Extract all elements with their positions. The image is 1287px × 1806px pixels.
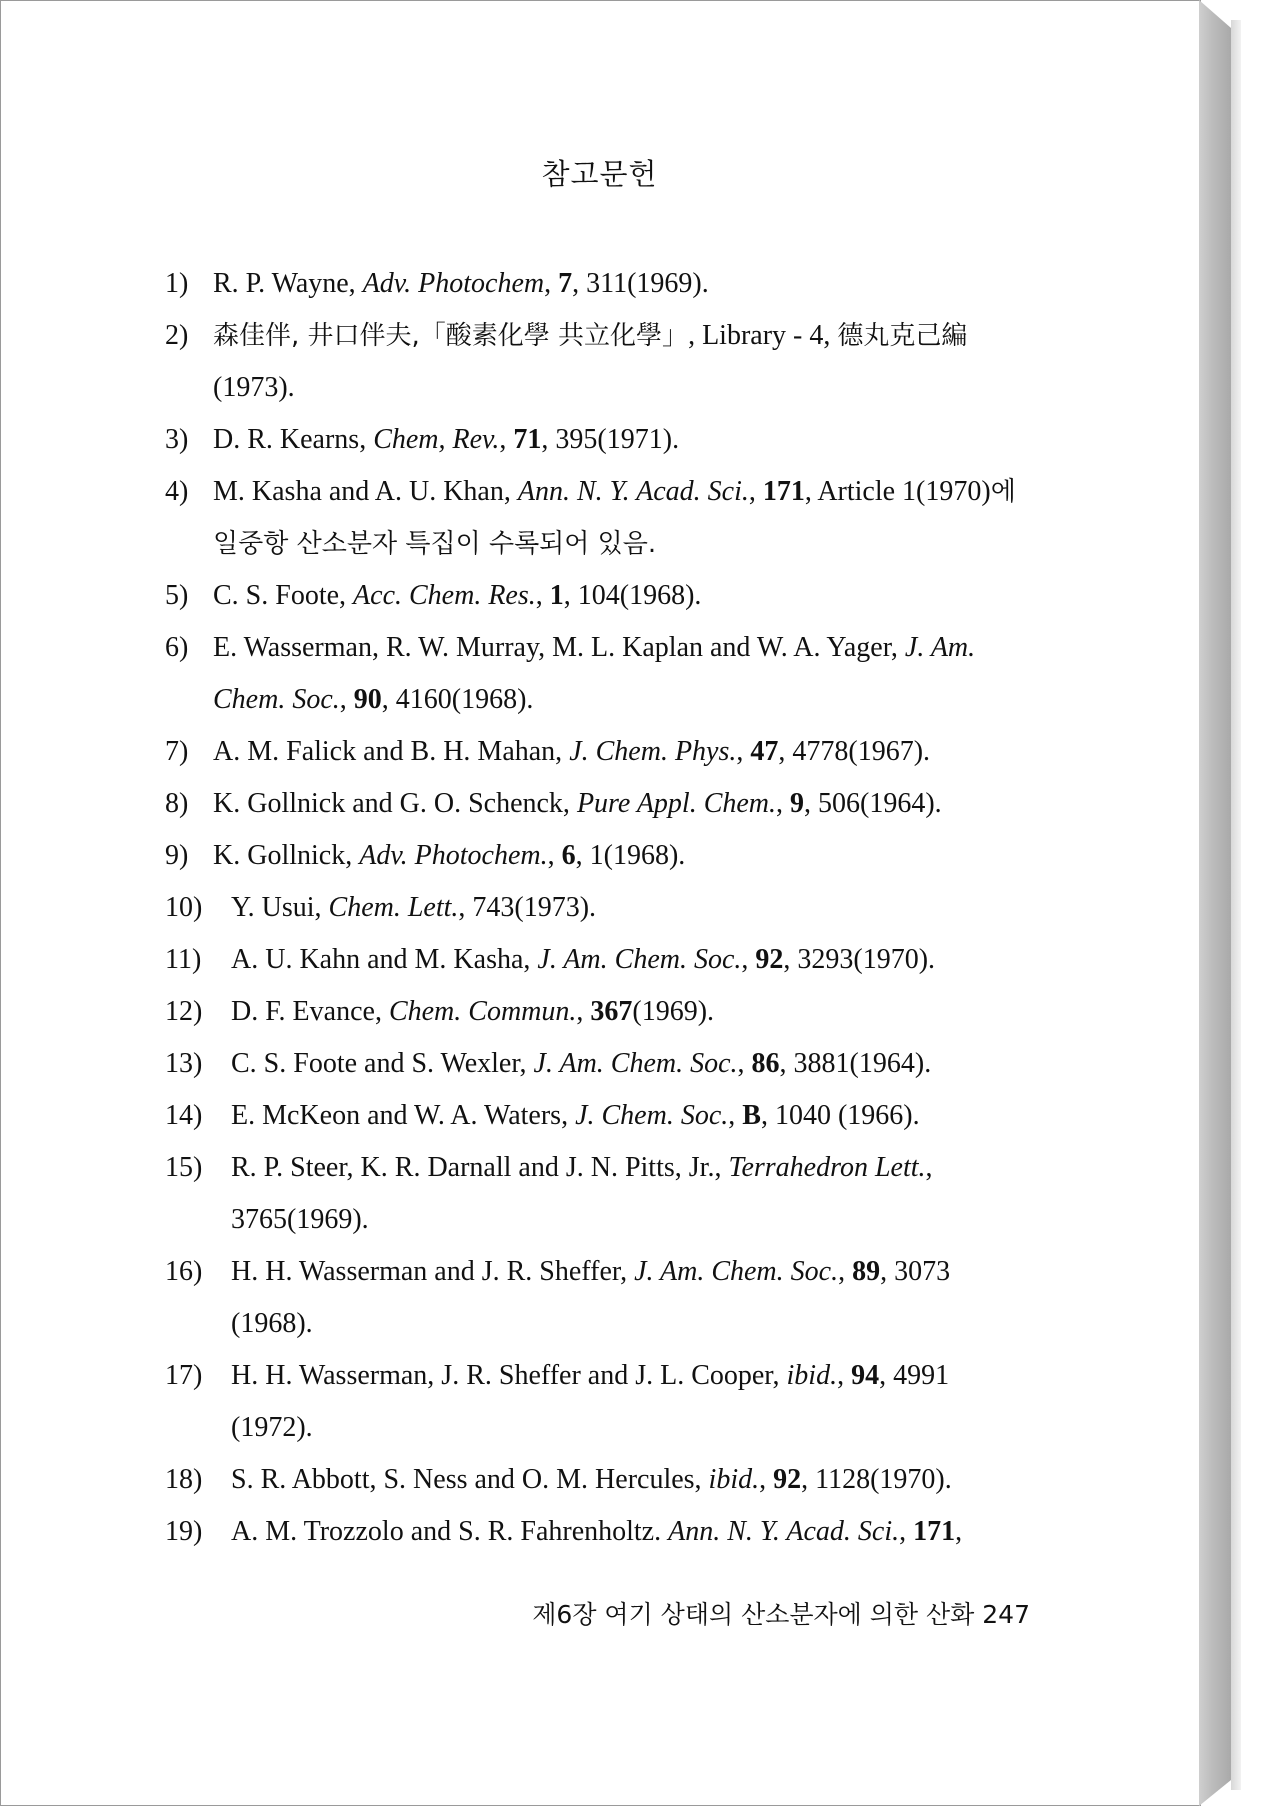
reference-segment: , (535, 580, 550, 611)
page-footer: 제6장 여기 상태의 산소분자에 의한 산화 247 (532, 1600, 1030, 1629)
journal-name: J. Am. Chem. Soc. (533, 1048, 738, 1079)
reference-number: 10) (165, 892, 203, 923)
reference-segment: (1969). (632, 996, 715, 1027)
reference-number: 6) (165, 632, 189, 663)
reference-segment: E. Wasserman, R. W. Murray, M. L. Kaplan and W. A. Yager, (213, 632, 905, 663)
reference-item (165, 1038, 1035, 1090)
journal-name: ibid. (708, 1464, 760, 1495)
volume-number: 367 (590, 996, 633, 1027)
reference-text (213, 778, 1035, 830)
reference-item (165, 986, 1035, 1038)
reference-item (165, 466, 1035, 570)
reference-segment: , (737, 1048, 752, 1079)
journal-name: J. Am. Chem. Soc. (634, 1256, 839, 1287)
reference-segment: , 3073 (1968). (231, 1256, 951, 1339)
reference-segment: , 1040 (1966). (760, 1100, 920, 1131)
volume-number: 9 (790, 788, 805, 819)
journal-name: Acc. Chem. Res. (353, 580, 536, 611)
reference-item (165, 622, 1035, 726)
volume-number: 94 (851, 1360, 880, 1391)
reference-segment: C. S. Foote and S. Wexler, (231, 1048, 534, 1079)
page-title: 참고문헌 (541, 157, 658, 191)
reference-text (231, 882, 1035, 934)
reference-segment: R. P. Steer, K. R. Darnall and J. N. Pitts, Jr., (231, 1152, 729, 1183)
journal-name: J. Chem. Soc. (575, 1100, 729, 1131)
volume-number: 47 (750, 736, 779, 767)
reference-segment: , 3293(1970). (783, 944, 936, 975)
reference-number: 8) (165, 788, 189, 819)
volume-number: 7 (558, 268, 573, 299)
journal-name: J. Am. Chem. Soc. (213, 632, 976, 715)
reference-text (213, 466, 1035, 570)
reference-text (231, 1506, 1035, 1558)
reference-number: 4) (165, 476, 189, 507)
volume-number: 90 (353, 684, 382, 715)
reference-item (165, 1454, 1035, 1506)
reference-segment: H. H. Wasserman, J. R. Sheffer and J. L. Cooper, (231, 1360, 787, 1391)
reference-number: 9) (165, 840, 189, 871)
page-shadow (1231, 20, 1241, 1790)
reference-segment: , (499, 424, 514, 455)
journal-name: Ann. N. Y. Acad. Sci. (668, 1516, 900, 1547)
journal-name: Adv. Photochem. (359, 840, 548, 871)
reference-item (165, 1506, 1035, 1558)
volume-number: 1 (549, 580, 564, 611)
reference-segment: , 743(1973). (458, 892, 597, 923)
reference-segment: , (339, 684, 354, 715)
reference-segment: , 104(1968). (563, 580, 702, 611)
reference-segment: S. R. Abbott, S. Ness and O. M. Hercules, (231, 1464, 709, 1495)
volume-number: 171 (762, 476, 805, 507)
reference-segment: C. S. Foote, (213, 580, 354, 611)
reference-number: 14) (165, 1100, 203, 1131)
reference-number: 5) (165, 580, 189, 611)
reference-item (165, 934, 1035, 986)
reference-segment: 森佳伴, 井口伴夫,「酸素化學 共立化學」 (213, 321, 689, 351)
journal-name: Chem. Lett. (328, 892, 459, 923)
reference-number: 7) (165, 736, 189, 767)
volume-number: 171 (913, 1516, 956, 1547)
reference-segment: A. M. Falick and B. H. Mahan, (213, 736, 570, 767)
reference-item (165, 778, 1035, 830)
reference-segment: , (736, 736, 751, 767)
journal-name: Terrahedron Lett. (728, 1152, 926, 1183)
reference-segment: Y. Usui, (231, 892, 329, 923)
reference-segment: H. H. Wasserman and J. R. Sheffer, (231, 1256, 635, 1287)
reference-segment: 에 일중항 산소분자 특집이 수록되어 있음. (213, 477, 1016, 559)
volume-number: B (742, 1100, 761, 1131)
volume-number: 6 (561, 840, 576, 871)
reference-item (165, 1350, 1035, 1454)
reference-segment: , (728, 1100, 743, 1131)
reference-text (213, 570, 1035, 622)
reference-segment: , 3765(1969). (231, 1152, 933, 1235)
reference-segment: D. F. Evance, (231, 996, 389, 1027)
reference-segment: , 506(1964). (804, 788, 942, 819)
volume-number: 89 (852, 1256, 881, 1287)
reference-item (165, 1090, 1035, 1142)
reference-segment: E. McKeon and W. A. Waters, (231, 1100, 576, 1131)
reference-text (231, 1350, 1035, 1454)
reference-text (213, 258, 1035, 310)
reference-segment: , 3881(1964). (779, 1048, 932, 1079)
reference-text (231, 1246, 1035, 1350)
reference-text (231, 934, 1035, 986)
reference-number: 12) (165, 996, 203, 1027)
volume-number: 92 (755, 944, 784, 975)
reference-number: 19) (165, 1516, 203, 1547)
reference-item (165, 1142, 1035, 1246)
reference-text (213, 310, 1035, 414)
reference-number: 3) (165, 424, 189, 455)
volume-number: 71 (513, 424, 542, 455)
reference-segment: , (899, 1516, 914, 1547)
reference-item (165, 258, 1035, 310)
reference-segment: K. Gollnick and G. O. Schenck, (213, 788, 577, 819)
reference-text (213, 830, 1035, 882)
reference-number: 11) (165, 944, 202, 975)
reference-segment: , (955, 1516, 963, 1547)
reference-text (213, 414, 1035, 466)
reference-number: 16) (165, 1256, 203, 1287)
reference-segment: , 1(1968). (575, 840, 686, 871)
reference-segment: A. M. Trozzolo and S. R. Fahrenholtz. (231, 1516, 669, 1547)
reference-item (165, 310, 1035, 414)
reference-text (213, 622, 1035, 726)
reference-segment: A. U. Kahn and M. Kasha, (231, 944, 538, 975)
reference-number: 17) (165, 1360, 203, 1391)
journal-name: Ann. N. Y. Acad. Sci. (517, 476, 749, 507)
reference-segment: , 4991 (1972). (231, 1360, 950, 1443)
reference-segment: , 395(1971). (541, 424, 680, 455)
journal-name: Pure Appl. Chem. (576, 788, 777, 819)
reference-number: 15) (165, 1152, 203, 1183)
reference-text (213, 726, 1035, 778)
reference-number: 1) (165, 268, 189, 299)
reference-segment: M. Kasha and A. U. Khan, (213, 476, 518, 507)
journal-name: Adv. Photochem (362, 268, 545, 299)
reference-segment: , (576, 996, 591, 1027)
reference-number: 2) (165, 320, 189, 351)
reference-item (165, 726, 1035, 778)
reference-segment: , (759, 1464, 774, 1495)
reference-segment: , 4778(1967). (778, 736, 931, 767)
reference-segment: , (837, 1360, 852, 1391)
page-edge (1199, 0, 1231, 1806)
reference-text (231, 1038, 1035, 1090)
reference-segment: D. R. Kearns, (213, 424, 374, 455)
reference-segment: , 311(1969). (572, 268, 709, 299)
reference-segment: , (776, 788, 791, 819)
reference-number: 18) (165, 1464, 203, 1495)
reference-segment: , 4160(1968). (381, 684, 534, 715)
reference-item (165, 1246, 1035, 1350)
journal-name: Chem. Commun. (388, 996, 577, 1027)
reference-segment: 德丸克己編 (837, 321, 968, 351)
reference-text (231, 1454, 1035, 1506)
reference-text (231, 986, 1035, 1038)
journal-name: ibid. (786, 1360, 838, 1391)
reference-segment: , (838, 1256, 853, 1287)
reference-segment: , 1128(1970). (801, 1464, 952, 1495)
reference-segment: , (544, 268, 559, 299)
reference-segment: R. P. Wayne, (213, 268, 363, 299)
volume-number: 92 (773, 1464, 802, 1495)
journal-name: J. Chem. Phys. (569, 736, 737, 767)
reference-segment: K. Gollnick, (213, 840, 360, 871)
reference-number: 13) (165, 1048, 203, 1079)
reference-text (231, 1142, 1035, 1246)
volume-number: 86 (751, 1048, 780, 1079)
reference-list (165, 258, 1035, 1558)
reference-segment: , Library - 4, (688, 320, 838, 351)
reference-segment: (1973). (213, 372, 295, 403)
reference-segment: , (741, 944, 756, 975)
reference-segment: , Article 1(1970) (804, 476, 991, 507)
journal-name: Chem, Rev. (373, 424, 500, 455)
reference-segment: , (748, 476, 763, 507)
reference-item (165, 414, 1035, 466)
reference-item (165, 830, 1035, 882)
reference-text (231, 1090, 1035, 1142)
reference-item (165, 570, 1035, 622)
journal-name: J. Am. Chem. Soc. (537, 944, 742, 975)
reference-item (165, 882, 1035, 934)
reference-segment: , (547, 840, 562, 871)
